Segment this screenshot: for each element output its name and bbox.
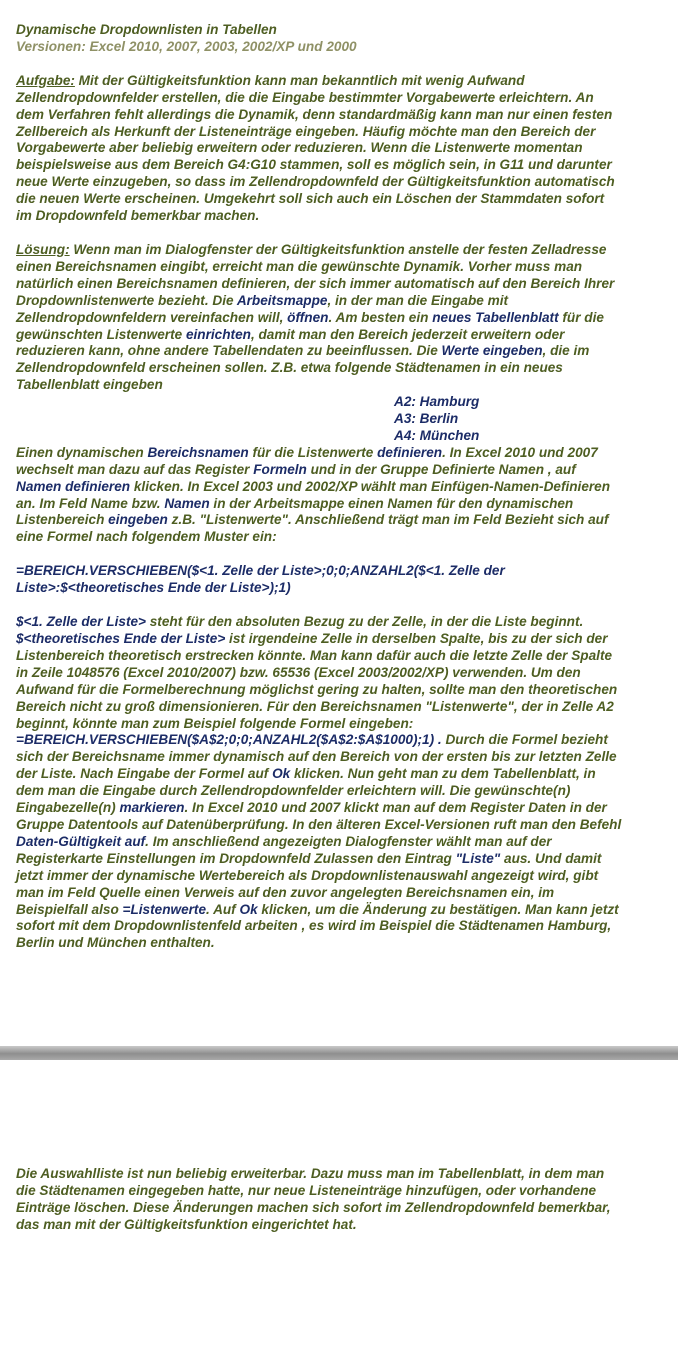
- keyword: Namen: [164, 495, 210, 511]
- loesung-paragraph: [16, 242, 622, 394]
- keyword: Arbeitsmappe: [236, 292, 328, 308]
- body-text: ist irgendeine Zelle in derselben Spalte, bis zu der sich der Listenbereich theoretisch erstrecken könnte. Man kann dafür auch die letzte Zelle der Spalte in Zeile 1048576 (Excel 2010/2007) bzw. 65536 (Excel 2003/2002/XP) verwenden. Um den Aufwand für die Formelberechnung möglichst gering zu halten, sollte man den theoretischen Bereich nicht zu groß dimensionieren. Für den Bereichsnamen "Listenwerte", der in Zelle A2 beginnt, könnte man zum Beispiel folgende Formel eingeben:: [16, 631, 618, 731]
- keyword: definieren: [377, 444, 443, 460]
- aufgabe-text: Mit der Gültigkeitsfunktion kann man bekanntlich mit wenig Aufwand Zellendropdownfelder erstellen, die die Eingabe bestimmter Vorgabewerte erleichtern. An dem Verfahren fehlt allerdings die Dynamik, denn standardmäßig kann man nur einen festen Zellbereich als Herkunft der Listeneinträge eingeben. Häufig möchte man den Bereich der Vorgabewerte aber beliebig erweitern oder reduzieren. Wenn die Listenwerte momentan beispielsweise aus dem Bereich G4:G10 stammen, soll es möglich sein, in G11 und darunter neue Werte einzugeben, so dass im Zellendropdownfeld der Gültigkeitsfunktion automatisch die neuen Werte erscheinen. Umgekehrt soll sich auch ein Löschen der Stammdaten sofort im Dropdownfeld bemerkbar machen.: [16, 72, 615, 224]
- body-text: steht für den absoluten Bezug zu der Zelle, in der die Liste beginnt.: [145, 614, 584, 630]
- page-1-content: [16, 22, 622, 952]
- keyword: Ok: [239, 901, 258, 917]
- page-2: [0, 1060, 678, 1360]
- body-text: Einen dynamischen: [16, 444, 148, 460]
- ref1-paragraph: [16, 614, 622, 631]
- loesung-text: , in der man die Eingabe mit Zellendropdownfeldern vereinfachen will,: [16, 292, 508, 325]
- body-text: in der Arbeitsmappe einen Namen für den dynamischen Listenbereich: [16, 495, 574, 528]
- keyword: Werte eingeben: [441, 343, 543, 359]
- formula-pattern: =BEREICH.VERSCHIEBEN($<1. Zelle der Liste>;0;0;ANZAHL2($<1. Zelle der Liste>:$<theoretisches Ende der Liste>);1): [16, 563, 505, 596]
- keyword: Namen definieren: [16, 478, 131, 494]
- loesung-label: Lösung:: [16, 241, 70, 257]
- aufgabe-label: Aufgabe:: [16, 72, 75, 88]
- body-text: aus. Und damit jetzt immer der dynamische Wertebereich als Dropdownlistenauswahl angezeigt wird, gibt man im Feld Quelle einen Verweis auf den zuvor angelegten Bereichsnamen ein, im Beispielfall also: [16, 850, 602, 917]
- body-text: klicken. In Excel 2003 und 2002/XP wählt man Einfügen-Namen-Definieren an. Im Feld Name bzw.: [16, 478, 611, 511]
- body-text: klicken, um die Änderung zu bestätigen. Man kann jetzt sofort mit dem Dropdownlistenfeld arbeiten , es wird im Beispiel die Städtenamen Hamburg, Berlin und München enthalten.: [16, 901, 619, 951]
- closing-paragraph: Die Auswahlliste ist nun beliebig erweiterbar. Dazu muss man im Tabellenblatt, in dem man die Städtenamen eingegeben hatte, nur neue Listeneinträge hinzufügen, oder vorhandene Einträge löschen. Diese Änderungen machen sich sofort im Zellendropdownfeld bemerkbar, das man mit der Gültigkeitsfunktion eingerichtet hat.: [16, 1166, 611, 1232]
- keyword: "Liste": [455, 850, 501, 866]
- keyword: neues Tabellenblatt: [432, 309, 559, 325]
- loesung-text: für die gewünschten Listenwerte: [16, 309, 604, 342]
- keyword: eingeben: [108, 512, 168, 528]
- keyword: Formeln: [253, 461, 307, 477]
- loesung-text: Wenn man im Dialogfenster der Gültigkeitsfunktion anstelle der festen Zelladresse einen Bereichsnamen eingibt, erreicht man die gewünschte Dynamik. Vorher muss man natürlich einen Bereichsnamen definieren, der sich immer automatisch auf den Bereich Ihrer Dropdownlistenwerte bezieht. Die: [16, 241, 615, 308]
- loesung-text: , die im Zellendropdownfeld erscheinen sollen. Z.B. etwa folgende Städtenamen in ein neues Tabellenblatt eingeben: [16, 343, 590, 393]
- body-text: klicken. Nun geht man zu dem Tabellenblatt, in dem man die Eingabe durch Zellendropdownfelder erleichtern will. Die gewünschte(n) Eingabezelle(n): [16, 766, 596, 816]
- body-text: . Im anschließend angezeigten Dialogfenster wählt man auf der Registerkarte Einstellungen im Dropdownfeld Zulassen den Eintrag: [16, 833, 552, 866]
- body-text: Durch die Formel bezieht sich der Bereichsname immer dynamisch auf den Bereich von der ersten bis zur letzten Zelle der Liste. Nach Eingabe der Formel auf: [16, 732, 617, 782]
- keyword: einrichten: [185, 326, 251, 342]
- loesung-text: . Am besten ein: [328, 309, 433, 325]
- city-entry: A3: Berlin: [394, 411, 459, 427]
- ref-term: $<1. Zelle der Liste>: [16, 614, 146, 630]
- keyword: =Listenwerte: [122, 901, 207, 917]
- body-text: . In Excel 2010 und 2007 wechselt man dazu auf das Register: [16, 444, 598, 477]
- city-entry: A4: München: [394, 427, 480, 443]
- body-text: . In Excel 2010 und 2007 klickt man auf dem Register Daten in der Gruppe Datentools auf Datenüberprüfung. In den älteren Excel-Versionen ruft man den Befehl: [16, 800, 622, 832]
- aufgabe-paragraph: [16, 73, 622, 225]
- city-entry: A2: Hamburg: [394, 394, 480, 410]
- keyword: Ok: [272, 766, 291, 782]
- formula-example: =BEREICH.VERSCHIEBEN($A$2;0;0;ANZAHL2($A$2:$A$1000);1) .: [16, 732, 442, 748]
- page-2-content: [16, 1166, 622, 1234]
- versions-line: Versionen: Excel 2010, 2007, 2003, 2002/XP und 2000: [16, 38, 357, 54]
- keyword: Bereichsnamen: [147, 444, 249, 460]
- page-break-divider: [0, 1046, 678, 1060]
- body-text: . Auf: [206, 901, 240, 917]
- loesung-text: , damit man den Bereich jederzeit erweitern oder reduzieren kann, ohne andere Tabellendaten zu beeinflussen. Die: [16, 326, 565, 359]
- bereichsnamen-paragraph: [16, 445, 622, 546]
- keyword: Daten-Gültigkeit auf: [16, 833, 146, 849]
- keyword: markieren: [119, 800, 185, 816]
- body-text: für die Listenwerte: [248, 444, 378, 460]
- keyword: öffnen: [287, 309, 329, 325]
- body-text: z.B. "Listenwerte". Anschließend trägt man im Feld Bezieht sich auf eine Formel nach folgendem Muster ein:: [16, 512, 609, 545]
- body-text: und in der Gruppe Definierte Namen , auf: [306, 461, 576, 477]
- ref-term: $<theoretisches Ende der Liste>: [16, 631, 226, 646]
- ref2-paragraph: [16, 631, 622, 952]
- document-title: Dynamische Dropdownlisten in Tabellen: [16, 22, 277, 37]
